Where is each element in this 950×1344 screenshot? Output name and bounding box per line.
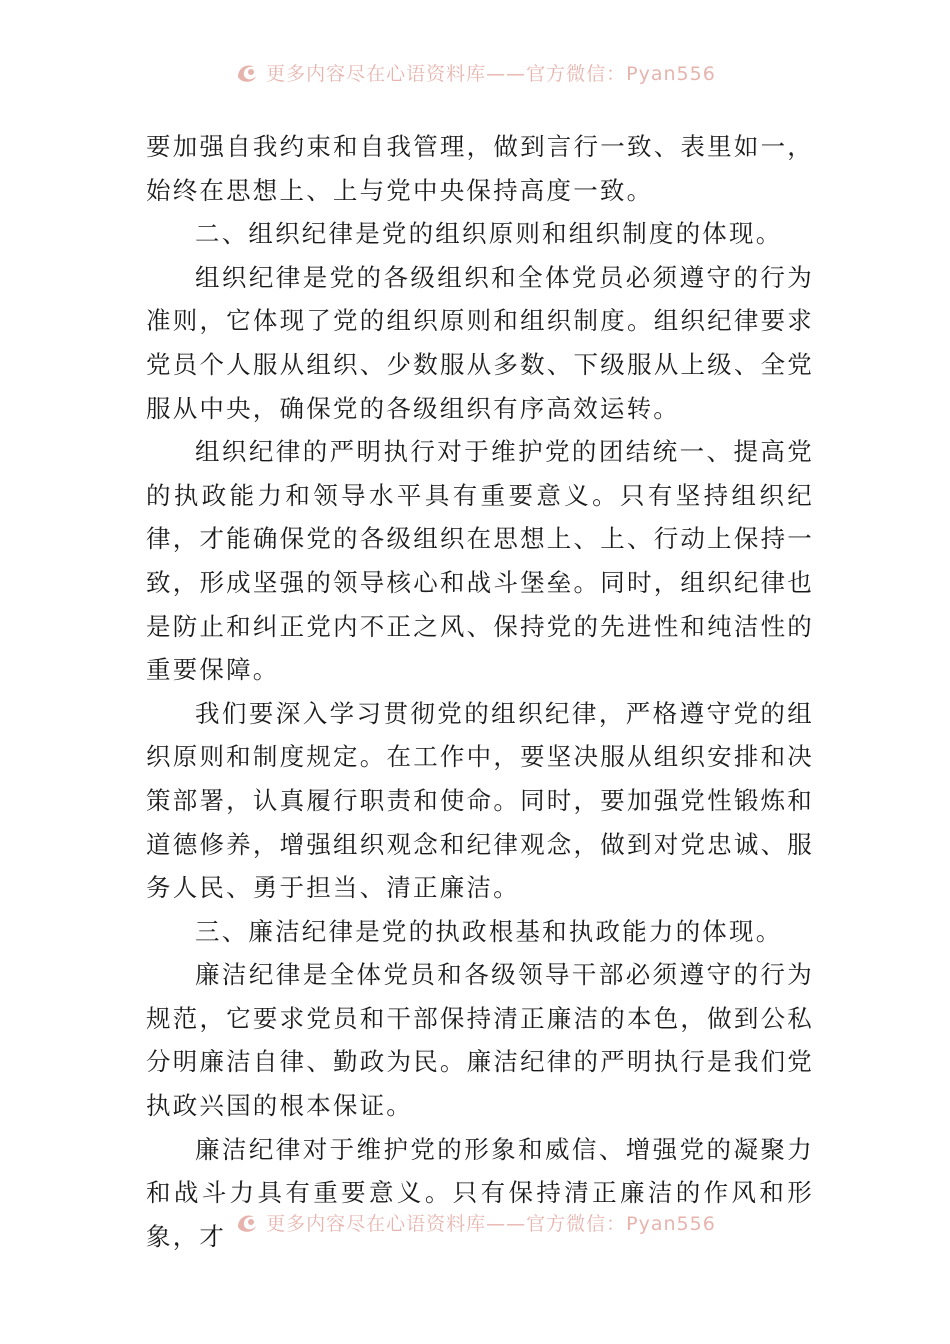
header-watermark xyxy=(0,52,950,92)
document-body xyxy=(146,125,814,1258)
watermark-text: 更多内容尽在心语资料库——官方微信：Pyan556 xyxy=(266,62,716,85)
watermark-text: 更多内容尽在心语资料库——官方微信：Pyan556 xyxy=(266,1212,716,1235)
paragraph-continuation: 要加强自我约束和自我管理，做到言行一致、表里如一，始终在思想上、上与党中央保持高度一致。 xyxy=(146,132,814,205)
swirl-logo-icon xyxy=(234,1209,260,1235)
paragraph: 廉洁纪律对于维护党的形象和威信、增强党的凝聚力和战斗力具有重要意义。只有保持清正廉洁的作风和形象，才 xyxy=(146,1134,814,1251)
paragraph: 廉洁纪律是全体党员和各级领导干部必须遵守的行为规范，它要求党员和干部保持清正廉洁的本色，做到公私分明廉洁自律、勤政为民。廉洁纪律的严明执行是我们党执政兴国的根本保证。 xyxy=(146,960,814,1121)
paragraph: 组织纪律的严明执行对于维护党的团结统一、提高党的执政能力和领导水平具有重要意义。只有坚持组织纪律，才能确保党的各级组织在思想上、上、行动上保持一致，形成坚强的领导核心和战斗堡垒。同时，组织纪律也是防止和纠正党内不正之风、保持党的先进性和纯洁性的重要保障。 xyxy=(146,437,814,685)
section-heading-two: 二、组织纪律是党的组织原则和组织制度的体现。 xyxy=(195,219,783,249)
swirl-logo-icon xyxy=(234,59,260,85)
paragraph: 组织纪律是党的各级组织和全体党员必须遵守的行为准则，它体现了党的组织原则和组织制度。组织纪律要求党员个人服从组织、少数服从多数、下级服从上级、全党服从中央，确保党的各级组织有序高效运转。 xyxy=(146,262,814,423)
footer-watermark xyxy=(0,1202,950,1242)
paragraph: 我们要深入学习贯彻党的组织纪律，严格遵守党的组织原则和制度规定。在工作中，要坚决服从组织安排和决策部署，认真履行职责和使命。同时，要加强党性锻炼和道德修养，增强组织观念和纪律观念，做到对党忠诚、服务人民、勇于担当、清正廉洁。 xyxy=(146,698,814,903)
section-heading-three: 三、廉洁纪律是党的执政根基和执政能力的体现。 xyxy=(195,916,783,946)
